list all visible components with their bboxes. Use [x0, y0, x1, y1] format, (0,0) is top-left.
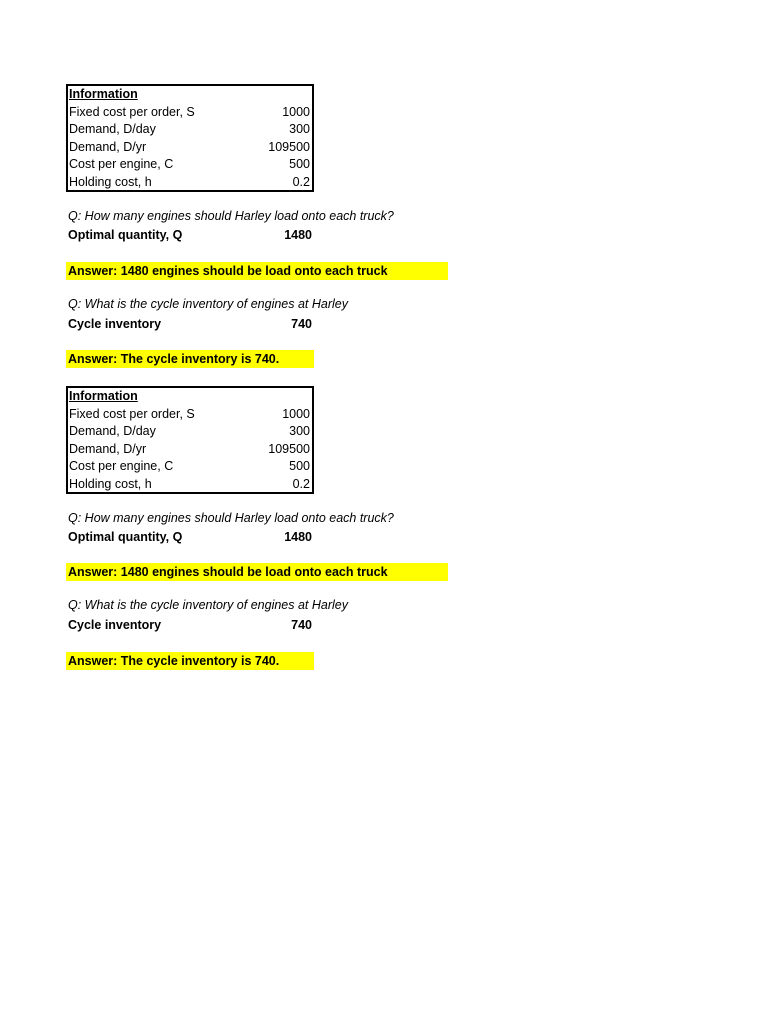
info-label: Demand, D/yr [69, 441, 147, 456]
calc-label: Cycle inventory [68, 317, 162, 331]
info-value: 300 [289, 122, 310, 137]
answer-highlight: Answer: The cycle inventory is 740. [66, 652, 314, 670]
calc-label: Optimal quantity, Q [68, 228, 183, 242]
info-title: Information [69, 87, 138, 101]
info-row [68, 121, 312, 139]
information-box [66, 84, 314, 192]
info-label: Holding cost, h [69, 175, 152, 189]
cycle-inventory-row [66, 616, 314, 634]
info-value: 109500 [268, 441, 310, 456]
question-text: Q: What is the cycle inventory of engines at Harley [68, 297, 348, 311]
info-label: Fixed cost per order, S [69, 104, 195, 119]
question-text: Q: How many engines should Harley load onto each truck? [68, 209, 394, 223]
question-text: Q: How many engines should Harley load onto each truck? [68, 511, 394, 525]
info-row [68, 423, 312, 441]
calc-label: Optimal quantity, Q [68, 530, 183, 544]
info-row [68, 104, 312, 122]
info-label: Demand, D/day [69, 122, 156, 137]
optimal-quantity-row [66, 226, 314, 244]
question-text: Q: What is the cycle inventory of engines at Harley [68, 598, 348, 612]
info-label: Cost per engine, C [69, 459, 174, 474]
section-2 [66, 386, 448, 672]
info-value: 300 [289, 424, 310, 439]
info-row [68, 476, 312, 494]
answer-highlight: Answer: The cycle inventory is 740. [66, 350, 314, 368]
calc-label: Cycle inventory [68, 618, 162, 632]
calc-value: 740 [291, 618, 312, 632]
info-value: 1000 [282, 104, 310, 119]
info-label: Fixed cost per order, S [69, 406, 195, 421]
info-value: 500 [289, 459, 310, 474]
info-row [68, 441, 312, 459]
info-value: 500 [289, 157, 310, 172]
info-title-row [68, 388, 312, 406]
info-title-row [68, 86, 312, 104]
info-label: Demand, D/yr [69, 139, 147, 154]
info-value: 109500 [268, 139, 310, 154]
answer-highlight: Answer: 1480 engines should be load onto each truck [66, 563, 448, 581]
info-value: 0.2 [292, 477, 310, 491]
info-label: Holding cost, h [69, 477, 152, 491]
section-1 [66, 84, 448, 370]
info-value: 1000 [282, 406, 310, 421]
info-row [68, 139, 312, 157]
information-box [66, 386, 314, 494]
info-label: Cost per engine, C [69, 157, 174, 172]
answer-highlight: Answer: 1480 engines should be load onto each truck [66, 262, 448, 280]
calc-value: 1480 [284, 228, 312, 242]
info-value: 0.2 [292, 175, 310, 189]
info-row [68, 156, 312, 174]
optimal-quantity-row [66, 528, 314, 546]
info-label: Demand, D/day [69, 424, 156, 439]
info-row [68, 458, 312, 476]
info-row [68, 406, 312, 424]
info-title: Information [69, 389, 138, 403]
calc-value: 740 [291, 317, 312, 331]
info-row [68, 174, 312, 192]
cycle-inventory-row [66, 315, 314, 333]
calc-value: 1480 [284, 530, 312, 544]
